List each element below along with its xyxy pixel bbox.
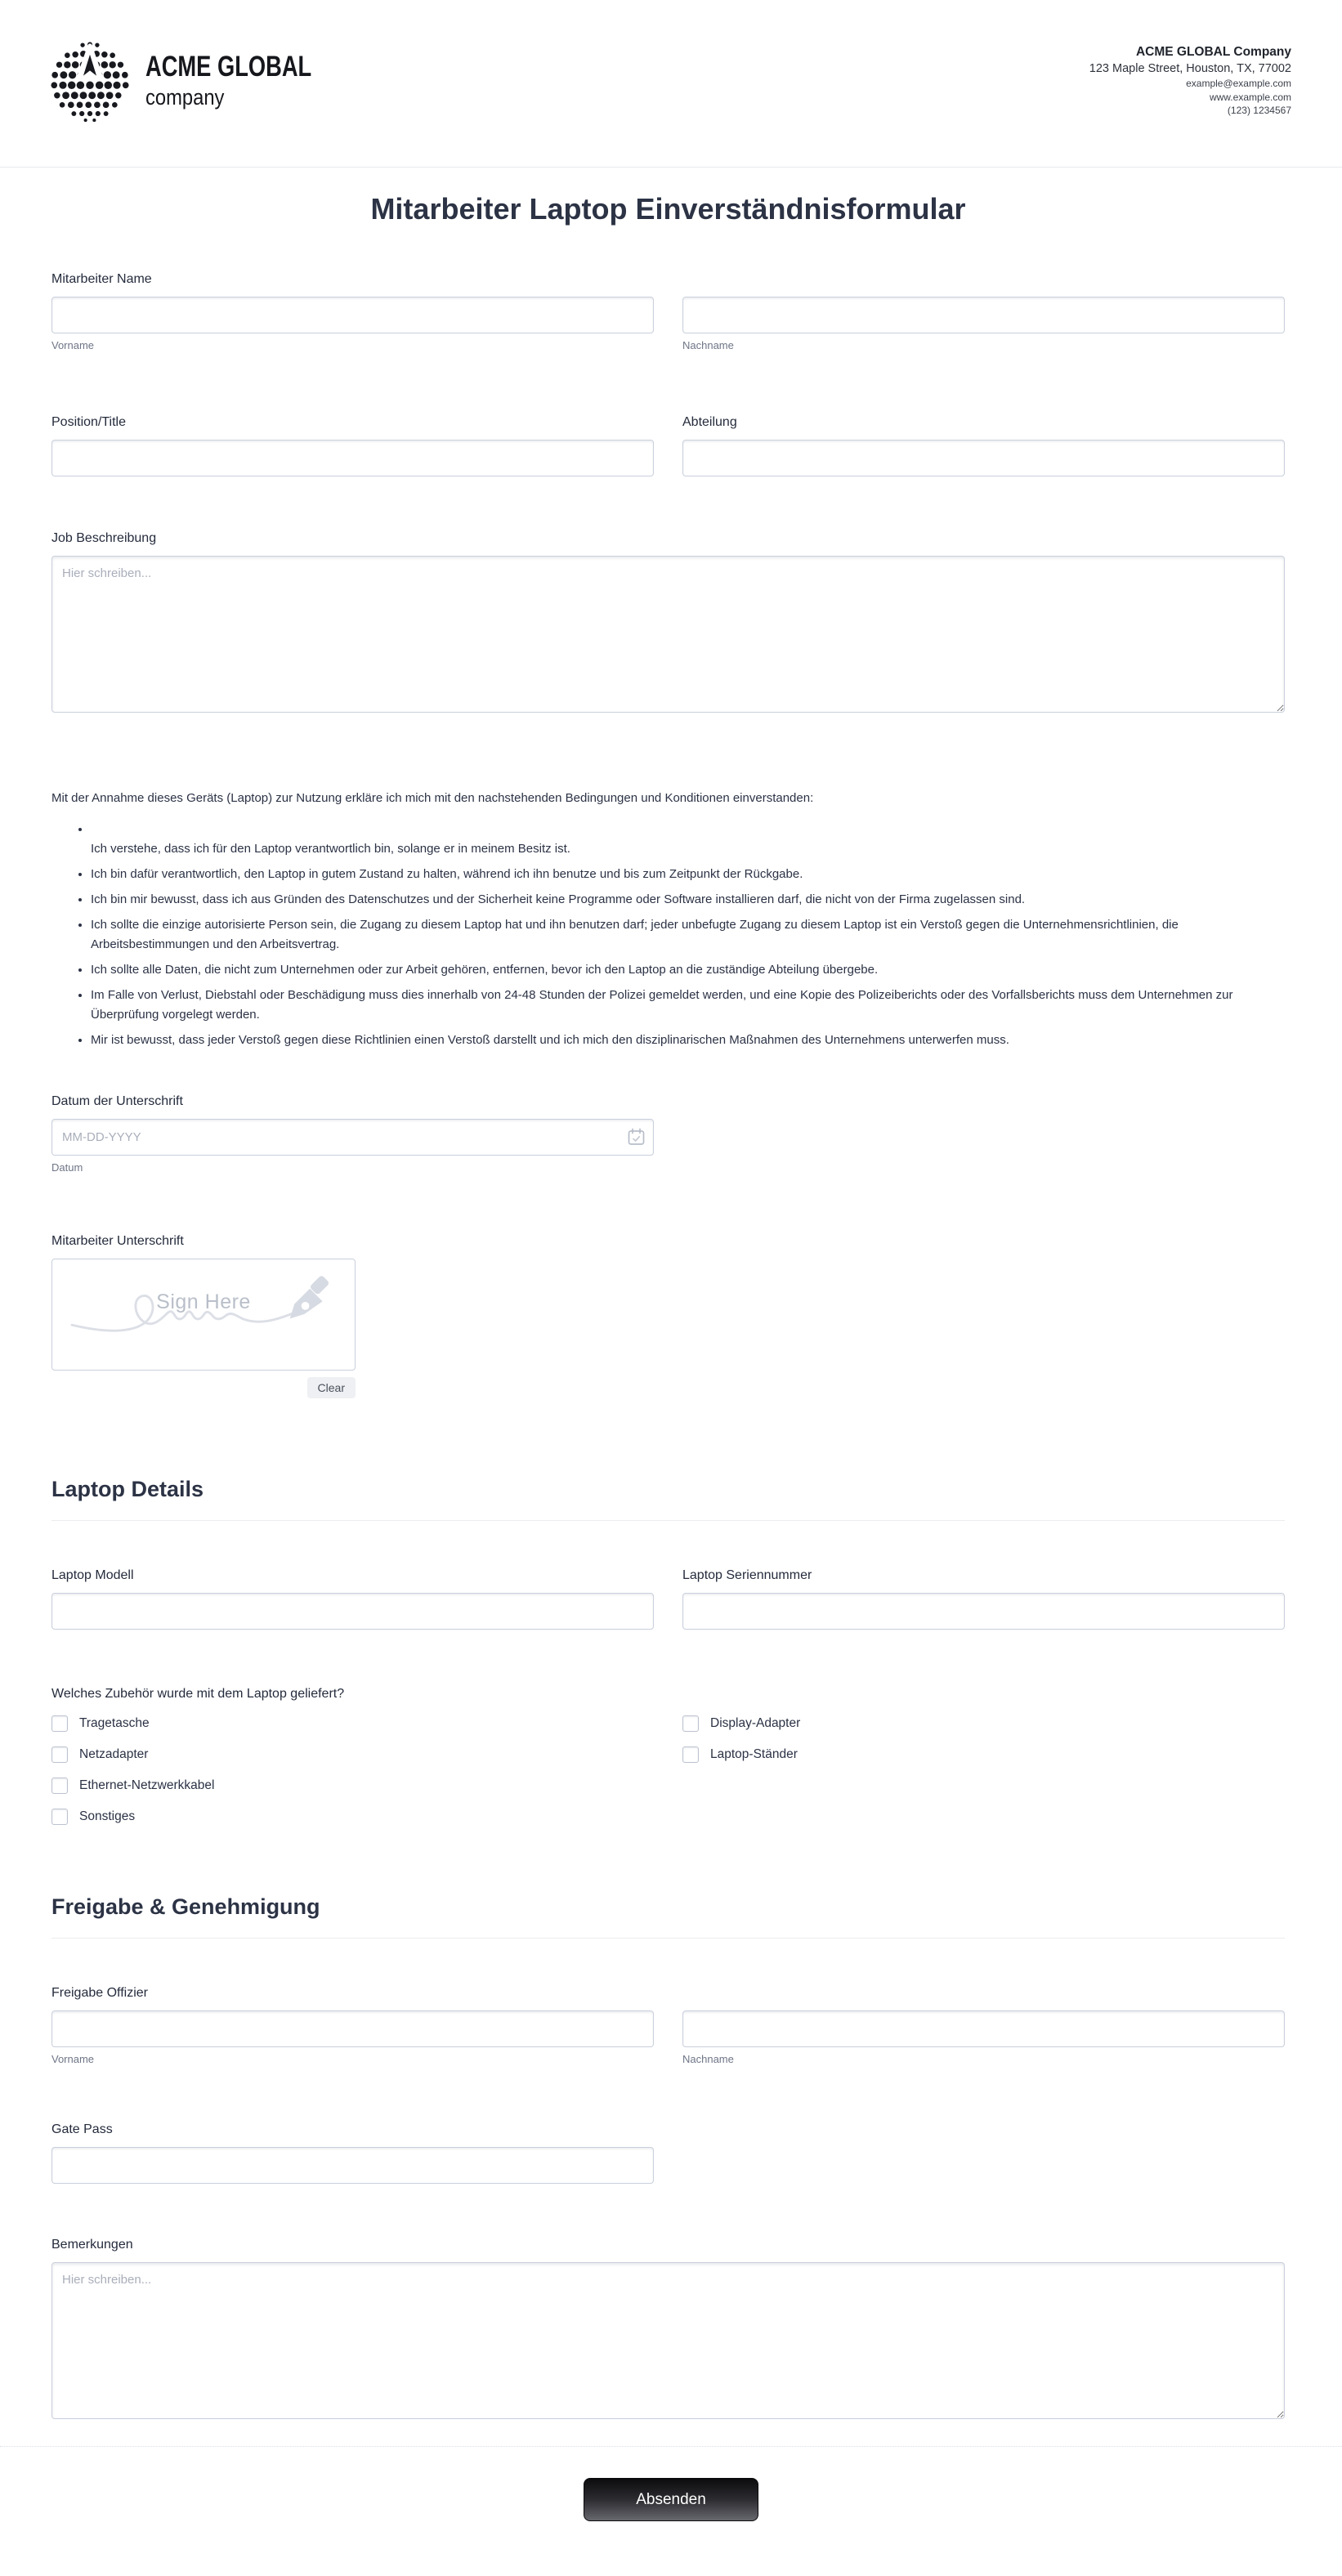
- release-officer-label: Freigabe Offizier: [51, 1986, 148, 2000]
- company-address: 123 Maple Street, Houston, TX, 77002: [1089, 61, 1291, 75]
- submit-bar: [0, 2446, 1342, 2562]
- date-sublabel: Datum: [51, 1161, 83, 1174]
- checkbox[interactable]: [51, 1778, 68, 1794]
- terms-list: [51, 820, 1285, 1050]
- checkbox[interactable]: [51, 1746, 68, 1763]
- department-label: Abteilung: [682, 415, 737, 429]
- checkbox[interactable]: [51, 1715, 68, 1732]
- field-row-model-serial: [51, 1568, 1285, 1630]
- field-gate-pass: [51, 2122, 1285, 2184]
- terms-item: • Ich bin mir bewusst, dass ich aus Gründen des Datenschutzes und der Sicherheit keine Programme oder Software installieren darf, die nicht von der Firma zugelassen sind.: [91, 890, 1285, 910]
- laptop-model-label: Laptop Modell: [51, 1568, 134, 1582]
- laptop-serial-label: Laptop Seriennummer: [682, 1568, 812, 1582]
- employee-signature-label: Mitarbeiter Unterschrift: [51, 1234, 184, 1248]
- terms-item: • Mir ist bewusst, dass jeder Verstoß gegen diese Richtlinien einen Verstoß darstellt und ich mich den disziplinarischen Maßnahmen des Unternehmens unterwerfen muss.: [91, 1031, 1285, 1050]
- company-email: example@example.com: [1186, 78, 1291, 90]
- accessory-checkbox-row[interactable]: [51, 1715, 654, 1733]
- checkbox-label: Ethernet-Netzwerkkabel: [79, 1778, 215, 1792]
- sign-here-watermark: Sign Here: [156, 1290, 251, 1313]
- laptop-model-input[interactable]: [51, 1593, 654, 1630]
- signature-pad[interactable]: [51, 1259, 356, 1371]
- checkbox[interactable]: [51, 1809, 68, 1825]
- field-job-description: [51, 531, 1285, 717]
- accessory-checkbox-row[interactable]: [682, 1746, 1285, 1764]
- submit-button[interactable]: Absenden: [584, 2478, 758, 2521]
- officer-first-name-sublabel: Vorname: [51, 2053, 95, 2065]
- checkbox-label: Laptop-Ständer: [710, 1747, 798, 1761]
- checkbox-label: Display-Adapter: [710, 1716, 801, 1730]
- officer-first-name-input[interactable]: [51, 2010, 654, 2047]
- page-title: Mitarbeiter Laptop Einverständnisformular: [370, 192, 966, 226]
- employee-last-name-input[interactable]: [682, 297, 1285, 333]
- terms-item: • Ich verstehe, dass ich für den Laptop verantwortlich bin, solange er in meinem Besitz ist.: [91, 820, 1285, 859]
- employee-first-name-input[interactable]: [51, 297, 654, 333]
- accessory-checkbox-row[interactable]: [51, 1808, 654, 1826]
- signature-date-label: Datum der Unterschrift: [51, 1094, 183, 1108]
- accessories-label: Welches Zubehör wurde mit dem Laptop geliefert?: [51, 1687, 345, 1701]
- section-divider: [51, 1520, 1285, 1521]
- section-heading-approval: Freigabe & Genehmigung: [51, 1894, 320, 1919]
- form-body: [0, 192, 1342, 2423]
- company-name: ACME GLOBAL Company: [1135, 45, 1291, 59]
- field-row-position-department: [51, 415, 1285, 476]
- employee-name-label: Mitarbeiter Name: [51, 272, 152, 286]
- job-description-label: Job Beschreibung: [51, 531, 157, 545]
- field-remarks: [51, 2238, 1285, 2423]
- last-name-sublabel: Nachname: [682, 339, 734, 351]
- terms-item: • Ich sollte alle Daten, die nicht zum Unternehmen oder zur Arbeit gehören, entfernen, bevor ich den Laptop an die zuständige Abteilung übergebe.: [91, 960, 1285, 980]
- terms-item: • Ich sollte die einzige autorisierte Person sein, die Zugang zu diesem Laptop hat und ihn benutzen darf; jeder unbefugte Zugang zu diesem Laptop ist ein Verstoß gegen die Unternehmensrichtlinien, die Arbeitsbestimmungen und den Arbeitsvertrag.: [91, 915, 1285, 955]
- position-label: Position/Title: [51, 415, 126, 429]
- company-website: www.example.com: [1209, 91, 1291, 103]
- gate-pass-label: Gate Pass: [51, 2122, 113, 2136]
- field-accessories: [51, 1687, 1285, 1839]
- calendar-icon[interactable]: [628, 1128, 645, 1147]
- job-description-textarea[interactable]: [51, 556, 1285, 713]
- field-employee-name: [51, 272, 1285, 351]
- logo-text: [145, 51, 359, 110]
- company-logo: [47, 33, 359, 127]
- company-phone: (123) 1234567: [1227, 104, 1291, 116]
- date-input[interactable]: [51, 1119, 654, 1156]
- logo-title: ACME GLOBAL: [145, 50, 312, 83]
- checkbox-label: Netzadapter: [79, 1747, 149, 1761]
- remarks-textarea[interactable]: [51, 2262, 1285, 2419]
- field-release-officer: [51, 1986, 1285, 2065]
- department-input[interactable]: [682, 440, 1285, 476]
- checkbox-label: Sonstiges: [79, 1809, 136, 1823]
- terms-item: • Ich bin dafür verantwortlich, den Laptop in gutem Zustand zu halten, während ich ihn benutze und bis zum Zeitpunkt der Rückgabe.: [91, 865, 1285, 884]
- position-input[interactable]: [51, 440, 654, 476]
- officer-last-name-input[interactable]: [682, 2010, 1285, 2047]
- remarks-label: Bemerkungen: [51, 2238, 133, 2252]
- accessories-right-column: [682, 1715, 1285, 1839]
- dotted-globe-arrow-icon: [47, 33, 132, 127]
- laptop-serial-input[interactable]: [682, 1593, 1285, 1630]
- officer-last-name-sublabel: Nachname: [682, 2053, 734, 2065]
- accessories-left-column: [51, 1715, 654, 1839]
- terms-text: [51, 789, 1285, 1050]
- section-heading-laptop-details: Laptop Details: [51, 1477, 204, 1501]
- section-divider: [51, 1938, 1285, 1939]
- company-info: [1089, 33, 1291, 117]
- first-name-sublabel: Vorname: [51, 339, 95, 351]
- terms-intro: Mit der Annahme dieses Geräts (Laptop) zur Nutzung erkläre ich mich mit den nachstehenden Bedingungen und Konditionen einverstanden:: [51, 791, 814, 805]
- accessory-checkbox-row[interactable]: [682, 1715, 1285, 1733]
- field-employee-signature: [51, 1234, 1285, 1398]
- checkbox-label: Tragetasche: [79, 1716, 150, 1730]
- form-header: [0, 0, 1342, 168]
- accessory-checkbox-row[interactable]: [51, 1746, 654, 1764]
- logo-subtitle: company: [145, 84, 225, 110]
- checkbox[interactable]: [682, 1746, 699, 1763]
- signature-squiggle-and-pen-nib-icon: [64, 1274, 342, 1339]
- terms-item: • Im Falle von Verlust, Diebstahl oder Beschädigung muss dies innerhalb von 24-48 Stunden der Polizei gemeldet werden, und eine Kopie des Polizeiberichts oder des Vorfallsberichts muss dem Unternehmen zur Überprüfung vorgelegt werden.: [91, 986, 1285, 1025]
- field-signature-date: [51, 1094, 1285, 1174]
- gate-pass-input[interactable]: [51, 2147, 654, 2184]
- signature-clear-button[interactable]: Clear: [307, 1377, 356, 1398]
- checkbox[interactable]: [682, 1715, 699, 1732]
- accessory-checkbox-row[interactable]: [51, 1777, 654, 1795]
